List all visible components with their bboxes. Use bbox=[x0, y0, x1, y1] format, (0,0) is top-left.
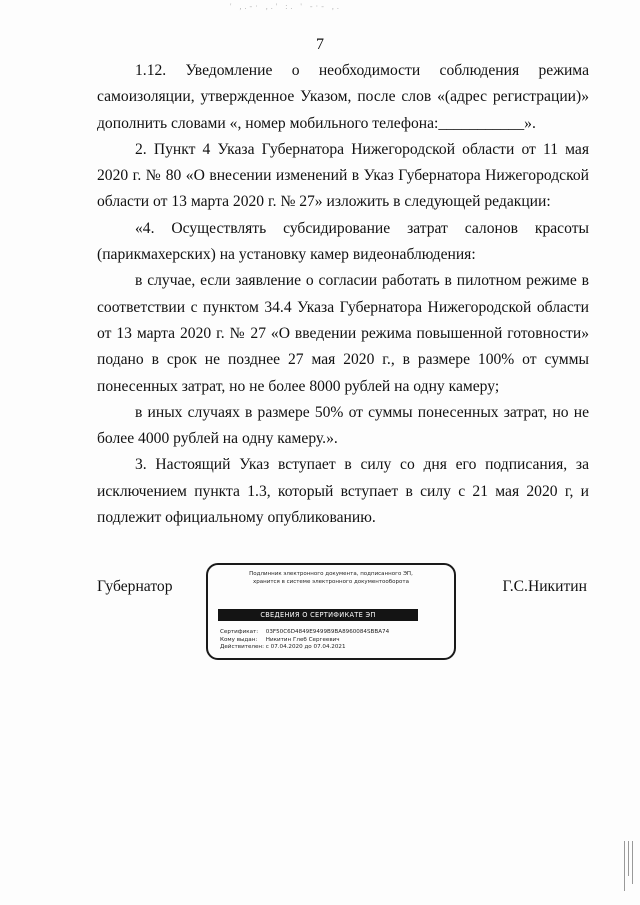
stamp-header-line1: Подлинник электронного документа, подписанного ЭП, bbox=[249, 571, 413, 577]
valid-row bbox=[220, 644, 448, 652]
document-body bbox=[97, 58, 589, 531]
paragraph-2: 2. Пункт 4 Указа Губернатора Нижегородской области от 11 мая 2020 г. № 80 «О внесении изменений в Указ Губернатора Нижегородской области от 13 марта 2020 г. № 27» изложить в следующей редакции: bbox=[97, 140, 589, 211]
certificate-info-band: СВЕДЕНИЯ О СЕРТИФИКАТЕ ЭП bbox=[218, 609, 418, 621]
paragraph-quoted-4: «4. Осуществлять субсидирование затрат салонов красоты (парикмахерских) на установку камер видеонаблюдения: bbox=[97, 219, 589, 264]
cert-row bbox=[220, 629, 448, 637]
valid-value: с 07.04.2020 до 07.04.2021 bbox=[265, 644, 346, 651]
stamp-header bbox=[216, 570, 446, 586]
electronic-signature-stamp bbox=[206, 563, 456, 660]
paragraph-subsidy-100: в случае, если заявление о согласии работать в пилотном режиме в соответствии с пунктом 34.4 Указа Губернатора Нижегородской области от 13 марта 2020 г. № 27 «О введении режима повышенной готовности» подано в срок не позднее 27 мая 2020 г., в размере 100% от суммы понесенных затрат, но не более 8000 рублей на одну камеру; bbox=[97, 272, 589, 395]
certificate-details bbox=[220, 629, 448, 652]
paragraph-3: 3. Настоящий Указ вступает в силу со дня его подписания, за исключением пункта 1.3, который вступает в силу с 21 мая 2020 г, и подлежит официальному опубликованию. bbox=[97, 456, 589, 527]
cert-value: 03F50C6D4849E9499B9BA8960084SBBA74 bbox=[265, 629, 390, 635]
valid-label: Действителен: bbox=[220, 644, 264, 651]
stamp-header-line2: хранится в системе электронного документооборота bbox=[253, 579, 409, 585]
scan-edge-artifact bbox=[622, 841, 636, 891]
paragraph-subsidy-50: в иных случаях в размере 50% от суммы понесенных затрат, но не более 4000 рублей на одну камеру.». bbox=[97, 403, 589, 448]
page-number: 7 bbox=[316, 36, 324, 53]
signatory-name: Г.С.Никитин bbox=[502, 578, 587, 595]
issued-value: Никитин Глеб Сергеевич bbox=[265, 636, 340, 643]
issued-label: Кому выдан: bbox=[220, 636, 258, 643]
paragraph-1-12: 1.12. Уведомление о необходимости соблюдения режима самоизоляции, утвержденное Указом, после слов «(адрес регистрации)» дополнить словами «, номер мобильного телефона:___________». bbox=[97, 62, 589, 132]
cert-label: Сертификат: bbox=[220, 629, 259, 635]
signatory-title: Губернатор bbox=[97, 578, 173, 595]
scan-artifact: ' ,.-· ,.' :. ' -·- ,. bbox=[230, 2, 342, 11]
